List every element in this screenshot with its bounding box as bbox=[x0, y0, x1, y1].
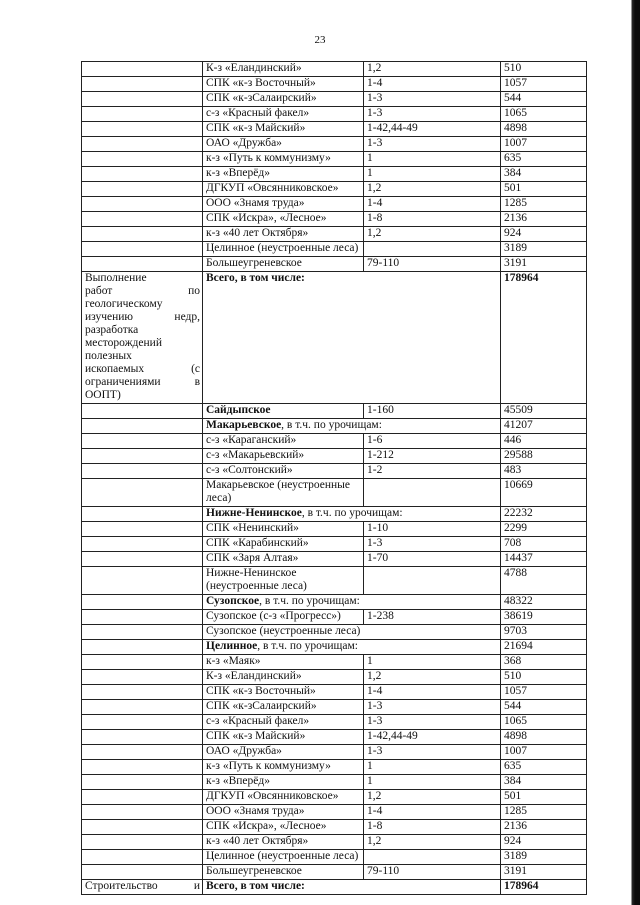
plot-numbers-cell: 1,2 bbox=[364, 670, 501, 685]
land-name: СПК «Карабинский» bbox=[206, 537, 309, 549]
category-line: месторождений bbox=[85, 337, 162, 349]
area-cell: 2299 bbox=[501, 522, 587, 537]
area-cell: 501 bbox=[501, 182, 587, 197]
category-cell bbox=[82, 272, 203, 404]
area-cell: 635 bbox=[501, 760, 587, 775]
land-name: СПК «Заря Алтая» bbox=[206, 552, 299, 564]
category-cell-empty bbox=[82, 257, 203, 272]
category-cell-empty bbox=[82, 404, 203, 419]
category-cell-empty bbox=[82, 122, 203, 137]
category-line: Строительство и bbox=[85, 880, 200, 892]
table-row bbox=[82, 865, 587, 880]
category-cell-empty bbox=[82, 670, 203, 685]
land-name-cell bbox=[203, 507, 501, 522]
category-cell-empty bbox=[82, 625, 203, 640]
land-name-cell bbox=[203, 820, 364, 835]
land-name: Большеугреневское bbox=[206, 865, 302, 877]
area-cell: 3191 bbox=[501, 257, 587, 272]
area-cell: 4788 bbox=[501, 567, 587, 595]
plot-numbers-cell: 1-3 bbox=[364, 107, 501, 122]
land-name-cell bbox=[203, 610, 364, 625]
land-name-cell bbox=[203, 655, 364, 670]
category-cell-empty bbox=[82, 419, 203, 434]
land-name-suffix: , в т.ч. по урочищам: bbox=[281, 419, 382, 431]
land-allocation-table bbox=[81, 61, 587, 895]
land-name-cell bbox=[203, 552, 364, 567]
land-name: СПК «Ненинский» bbox=[206, 522, 299, 534]
area-cell: 178964 bbox=[501, 272, 587, 404]
table-row bbox=[82, 715, 587, 730]
category-cell-empty bbox=[82, 537, 203, 552]
area-cell: 1057 bbox=[501, 77, 587, 92]
area-cell: 14437 bbox=[501, 552, 587, 567]
area-cell: 501 bbox=[501, 790, 587, 805]
land-name: Целинное (неустроенные леса) bbox=[206, 242, 359, 254]
land-name-cell bbox=[203, 685, 364, 700]
category-line: ископаемых (с bbox=[85, 363, 200, 375]
table-row bbox=[82, 107, 587, 122]
area-cell: 48322 bbox=[501, 595, 587, 610]
category-cell-empty bbox=[82, 522, 203, 537]
land-name: к-з «Маяк» bbox=[206, 655, 261, 667]
table-row bbox=[82, 790, 587, 805]
land-name-cell bbox=[203, 730, 364, 745]
plot-numbers-cell: 1,2 bbox=[364, 227, 501, 242]
land-name: Всего, в том числе: bbox=[206, 272, 305, 284]
category-cell-empty bbox=[82, 715, 203, 730]
plot-numbers-cell: 1-42,44-49 bbox=[364, 122, 501, 137]
plot-numbers-cell: 1-10 bbox=[364, 522, 501, 537]
plot-numbers-cell: 79-110 bbox=[364, 257, 501, 272]
plot-numbers-cell: 1 bbox=[364, 775, 501, 790]
land-name-cell bbox=[203, 670, 364, 685]
table-row bbox=[82, 464, 587, 479]
category-line: ООПТ) bbox=[85, 389, 121, 401]
land-name-cell bbox=[203, 419, 501, 434]
land-name: СПК «к-з Восточный» bbox=[206, 77, 316, 89]
category-cell-empty bbox=[82, 242, 203, 257]
area-cell: 178964 bbox=[501, 880, 587, 895]
land-name-cell bbox=[203, 404, 364, 419]
land-name-cell bbox=[203, 272, 501, 404]
area-cell: 29588 bbox=[501, 449, 587, 464]
land-name-cell bbox=[203, 212, 364, 227]
area-cell: 384 bbox=[501, 775, 587, 790]
area-cell: 38619 bbox=[501, 610, 587, 625]
area-cell: 924 bbox=[501, 227, 587, 242]
plot-numbers-cell: 1-6 bbox=[364, 434, 501, 449]
area-cell: 510 bbox=[501, 670, 587, 685]
table-row bbox=[82, 449, 587, 464]
area-cell: 3189 bbox=[501, 242, 587, 257]
category-cell-empty bbox=[82, 227, 203, 242]
land-name-cell bbox=[203, 62, 364, 77]
category-cell-empty bbox=[82, 700, 203, 715]
category-line: Выполнение bbox=[85, 272, 147, 284]
category-line: изучению недр, bbox=[85, 311, 200, 323]
table-row bbox=[82, 212, 587, 227]
area-cell: 21694 bbox=[501, 640, 587, 655]
table-row bbox=[82, 552, 587, 567]
land-name-cell bbox=[203, 567, 364, 595]
plot-numbers-cell: 1 bbox=[364, 167, 501, 182]
land-name: с-з «Макарьевский» bbox=[206, 449, 305, 461]
category-cell bbox=[82, 880, 203, 895]
table-row bbox=[82, 805, 587, 820]
category-cell-empty bbox=[82, 730, 203, 745]
table-row bbox=[82, 167, 587, 182]
land-name: Целинное bbox=[206, 640, 258, 652]
land-name-cell bbox=[203, 715, 364, 730]
area-cell: 708 bbox=[501, 537, 587, 552]
table-row bbox=[82, 62, 587, 77]
plot-numbers-cell: 1-3 bbox=[364, 92, 501, 107]
land-name-cell bbox=[203, 880, 501, 895]
land-name: К-з «Еландинский» bbox=[206, 62, 302, 74]
land-name-cell bbox=[203, 242, 364, 257]
area-cell: 45509 bbox=[501, 404, 587, 419]
area-cell: 3189 bbox=[501, 850, 587, 865]
plot-numbers-cell: 1 bbox=[364, 152, 501, 167]
plot-numbers-cell: 1-3 bbox=[364, 137, 501, 152]
land-name: к-з «Вперёд» bbox=[206, 775, 270, 787]
category-text bbox=[85, 880, 200, 893]
table-row bbox=[82, 700, 587, 715]
table-row bbox=[82, 730, 587, 745]
table-row bbox=[82, 537, 587, 552]
table-row bbox=[82, 567, 587, 595]
table-row bbox=[82, 760, 587, 775]
table-row bbox=[82, 419, 587, 434]
land-name: Сузопское (с-з «Прогресс») bbox=[206, 610, 341, 622]
area-cell: 384 bbox=[501, 167, 587, 182]
table-row bbox=[82, 404, 587, 419]
table-row bbox=[82, 850, 587, 865]
land-name: ОАО «Дружба» bbox=[206, 137, 282, 149]
category-cell-empty bbox=[82, 137, 203, 152]
plot-numbers-cell: 1-212 bbox=[364, 449, 501, 464]
table-row bbox=[82, 625, 587, 640]
table-row bbox=[82, 640, 587, 655]
table-row bbox=[82, 685, 587, 700]
area-cell: 1007 bbox=[501, 745, 587, 760]
land-name-cell bbox=[203, 790, 364, 805]
table-row bbox=[82, 595, 587, 610]
table-row bbox=[82, 92, 587, 107]
plot-numbers-cell bbox=[364, 479, 501, 507]
category-cell-empty bbox=[82, 595, 203, 610]
category-cell-empty bbox=[82, 479, 203, 507]
plot-numbers-cell bbox=[364, 242, 501, 257]
category-line: работ по bbox=[85, 285, 200, 297]
area-cell: 544 bbox=[501, 700, 587, 715]
plot-numbers-cell: 1-2 bbox=[364, 464, 501, 479]
land-name: с-з «Красный факел» bbox=[206, 715, 310, 727]
plot-numbers-cell: 1-4 bbox=[364, 197, 501, 212]
land-name-cell bbox=[203, 152, 364, 167]
area-cell: 1007 bbox=[501, 137, 587, 152]
area-cell: 3191 bbox=[501, 865, 587, 880]
plot-numbers-cell: 1 bbox=[364, 760, 501, 775]
category-cell-empty bbox=[82, 152, 203, 167]
land-name-cell bbox=[203, 449, 364, 464]
category-cell-empty bbox=[82, 552, 203, 567]
category-cell-empty bbox=[82, 760, 203, 775]
area-cell: 1065 bbox=[501, 715, 587, 730]
category-line: полезных bbox=[85, 350, 132, 362]
land-name: Сайдыпское bbox=[206, 404, 271, 416]
area-cell: 1285 bbox=[501, 197, 587, 212]
table-row bbox=[82, 820, 587, 835]
category-cell-empty bbox=[82, 464, 203, 479]
table-row bbox=[82, 257, 587, 272]
plot-numbers-cell: 1-3 bbox=[364, 537, 501, 552]
category-cell-empty bbox=[82, 167, 203, 182]
plot-numbers-cell: 1-4 bbox=[364, 805, 501, 820]
table-row bbox=[82, 880, 587, 895]
category-cell-empty bbox=[82, 610, 203, 625]
table-row bbox=[82, 182, 587, 197]
land-name-cell bbox=[203, 775, 364, 790]
land-name-cell bbox=[203, 835, 364, 850]
land-name: СПК «Искра», «Лесное» bbox=[206, 212, 327, 224]
plot-numbers-cell: 1-4 bbox=[364, 685, 501, 700]
table-row bbox=[82, 670, 587, 685]
area-cell: 446 bbox=[501, 434, 587, 449]
land-name: СПК «к-з Майский» bbox=[206, 730, 306, 742]
land-name: Большеугреневское bbox=[206, 257, 302, 269]
table-row bbox=[82, 610, 587, 625]
area-cell: 635 bbox=[501, 152, 587, 167]
land-name: СПК «к-з Восточный» bbox=[206, 685, 316, 697]
land-name-cell bbox=[203, 137, 364, 152]
land-name-cell bbox=[203, 197, 364, 212]
land-name: Нижне-Ненинское bbox=[206, 507, 302, 519]
area-cell: 483 bbox=[501, 464, 587, 479]
category-cell-empty bbox=[82, 107, 203, 122]
land-name: СПК «к-зСалаирский» bbox=[206, 700, 317, 712]
category-line: разработка bbox=[85, 324, 139, 336]
land-name: ООО «Знамя труда» bbox=[206, 197, 305, 209]
scan-edge-shadow bbox=[629, 0, 640, 905]
plot-numbers-cell: 1,2 bbox=[364, 182, 501, 197]
land-name-cell bbox=[203, 77, 364, 92]
category-cell-empty bbox=[82, 507, 203, 522]
land-name: ООО «Знамя труда» bbox=[206, 805, 305, 817]
category-cell-empty bbox=[82, 820, 203, 835]
land-name: к-з «Путь к коммунизму» bbox=[206, 152, 331, 164]
category-cell-empty bbox=[82, 865, 203, 880]
area-cell: 2136 bbox=[501, 212, 587, 227]
land-name: Целинное (неустроенные леса) bbox=[206, 850, 359, 862]
land-name-cell bbox=[203, 227, 364, 242]
land-name: Всего, в том числе: bbox=[206, 880, 305, 892]
category-line: ограничениями в bbox=[85, 376, 200, 388]
land-name-cell bbox=[203, 434, 364, 449]
area-cell: 1065 bbox=[501, 107, 587, 122]
category-cell-empty bbox=[82, 775, 203, 790]
category-cell-empty bbox=[82, 640, 203, 655]
area-cell: 1285 bbox=[501, 805, 587, 820]
land-name-cell bbox=[203, 595, 501, 610]
land-name-cell bbox=[203, 865, 364, 880]
category-cell-empty bbox=[82, 434, 203, 449]
table-row bbox=[82, 434, 587, 449]
plot-numbers-cell: 1-70 bbox=[364, 552, 501, 567]
category-text bbox=[85, 272, 200, 402]
table-row bbox=[82, 227, 587, 242]
table-row bbox=[82, 77, 587, 92]
table-row bbox=[82, 242, 587, 257]
area-cell: 1057 bbox=[501, 685, 587, 700]
land-name-cell bbox=[203, 745, 364, 760]
table-row bbox=[82, 197, 587, 212]
category-cell-empty bbox=[82, 212, 203, 227]
land-name-cell bbox=[203, 522, 364, 537]
category-cell-empty bbox=[82, 449, 203, 464]
plot-numbers-cell bbox=[364, 567, 501, 595]
area-cell: 22232 bbox=[501, 507, 587, 522]
table-row bbox=[82, 479, 587, 507]
category-cell-empty bbox=[82, 685, 203, 700]
land-name-cell bbox=[203, 464, 364, 479]
category-cell-empty bbox=[82, 655, 203, 670]
land-name: ОАО «Дружба» bbox=[206, 745, 282, 757]
land-name-cell bbox=[203, 625, 501, 640]
area-cell: 41207 bbox=[501, 419, 587, 434]
plot-numbers-cell: 79-110 bbox=[364, 865, 501, 880]
land-name-cell bbox=[203, 850, 364, 865]
plot-numbers-cell: 1-8 bbox=[364, 820, 501, 835]
area-cell: 2136 bbox=[501, 820, 587, 835]
category-cell-empty bbox=[82, 850, 203, 865]
category-cell-empty bbox=[82, 790, 203, 805]
category-line: геологическому bbox=[85, 298, 163, 310]
land-name-cell bbox=[203, 257, 364, 272]
plot-numbers-cell: 1-160 bbox=[364, 404, 501, 419]
plot-numbers-cell: 1,2 bbox=[364, 835, 501, 850]
category-cell-empty bbox=[82, 77, 203, 92]
plot-numbers-cell: 1,2 bbox=[364, 790, 501, 805]
category-cell-empty bbox=[82, 805, 203, 820]
plot-numbers-cell: 1,2 bbox=[364, 62, 501, 77]
table-row bbox=[82, 835, 587, 850]
land-name-suffix: , в т.ч. по урочищам: bbox=[301, 507, 403, 519]
land-name: К-з «Еландинский» bbox=[206, 670, 302, 682]
land-name: СПК «к-зСалаирский» bbox=[206, 92, 317, 104]
table-row bbox=[82, 152, 587, 167]
area-cell: 368 bbox=[501, 655, 587, 670]
land-name: с-з «Караганский» bbox=[206, 434, 297, 446]
plot-numbers-cell: 1-3 bbox=[364, 715, 501, 730]
land-name-cell bbox=[203, 640, 501, 655]
area-cell: 9703 bbox=[501, 625, 587, 640]
land-name: СПК «к-з Майский» bbox=[206, 122, 306, 134]
plot-numbers-cell bbox=[364, 850, 501, 865]
plot-numbers-cell: 1-3 bbox=[364, 700, 501, 715]
area-cell: 4898 bbox=[501, 730, 587, 745]
table-row bbox=[82, 137, 587, 152]
land-name: ДГКУП «Овсянниковское» bbox=[206, 182, 339, 194]
area-cell: 924 bbox=[501, 835, 587, 850]
land-name: к-з «40 лет Октября» bbox=[206, 835, 309, 847]
plot-numbers-cell: 1-3 bbox=[364, 745, 501, 760]
plot-numbers-cell: 1-238 bbox=[364, 610, 501, 625]
land-name-cell bbox=[203, 92, 364, 107]
land-name-cell bbox=[203, 182, 364, 197]
category-cell-empty bbox=[82, 835, 203, 850]
land-name-cell bbox=[203, 760, 364, 775]
land-name-cell bbox=[203, 479, 364, 507]
table-row bbox=[82, 745, 587, 760]
table-row bbox=[82, 655, 587, 670]
table-row bbox=[82, 507, 587, 522]
category-cell-empty bbox=[82, 92, 203, 107]
land-name: Макарьевское (неустроенные леса) bbox=[206, 479, 350, 504]
land-name-cell bbox=[203, 700, 364, 715]
area-cell: 10669 bbox=[501, 479, 587, 507]
land-name: Сузопское (неустроенные леса) bbox=[206, 625, 361, 637]
land-name-cell bbox=[203, 805, 364, 820]
land-name: Нижне-Ненинское (неустроенные леса) bbox=[206, 567, 307, 592]
plot-numbers-cell: 1-8 bbox=[364, 212, 501, 227]
table-row bbox=[82, 122, 587, 137]
land-name-cell bbox=[203, 107, 364, 122]
category-cell-empty bbox=[82, 197, 203, 212]
table-row bbox=[82, 522, 587, 537]
land-name: Сузопское bbox=[206, 595, 260, 607]
page-number: 23 bbox=[314, 34, 326, 46]
land-name: ДГКУП «Овсянниковское» bbox=[206, 790, 339, 802]
land-name: СПК «Искра», «Лесное» bbox=[206, 820, 327, 832]
plot-numbers-cell: 1-42,44-49 bbox=[364, 730, 501, 745]
plot-numbers-cell: 1-4 bbox=[364, 77, 501, 92]
land-name-cell bbox=[203, 122, 364, 137]
plot-numbers-cell: 1 bbox=[364, 655, 501, 670]
category-cell-empty bbox=[82, 62, 203, 77]
land-name: с-з «Красный факел» bbox=[206, 107, 310, 119]
category-cell-empty bbox=[82, 745, 203, 760]
land-name-suffix: , в т.ч. по урочищам: bbox=[257, 640, 358, 652]
land-name-cell bbox=[203, 167, 364, 182]
land-name-cell bbox=[203, 537, 364, 552]
land-name: с-з «Солтонский» bbox=[206, 464, 293, 476]
land-name: к-з «Путь к коммунизму» bbox=[206, 760, 331, 772]
area-cell: 510 bbox=[501, 62, 587, 77]
land-name: к-з «40 лет Октября» bbox=[206, 227, 309, 239]
land-name: к-з «Вперёд» bbox=[206, 167, 270, 179]
category-cell-empty bbox=[82, 567, 203, 595]
land-name: Макарьевское bbox=[206, 419, 282, 431]
table-row bbox=[82, 272, 587, 404]
table-row bbox=[82, 775, 587, 790]
area-cell: 544 bbox=[501, 92, 587, 107]
area-cell: 4898 bbox=[501, 122, 587, 137]
category-cell-empty bbox=[82, 182, 203, 197]
land-name-suffix: , в т.ч. по урочищам: bbox=[259, 595, 360, 607]
